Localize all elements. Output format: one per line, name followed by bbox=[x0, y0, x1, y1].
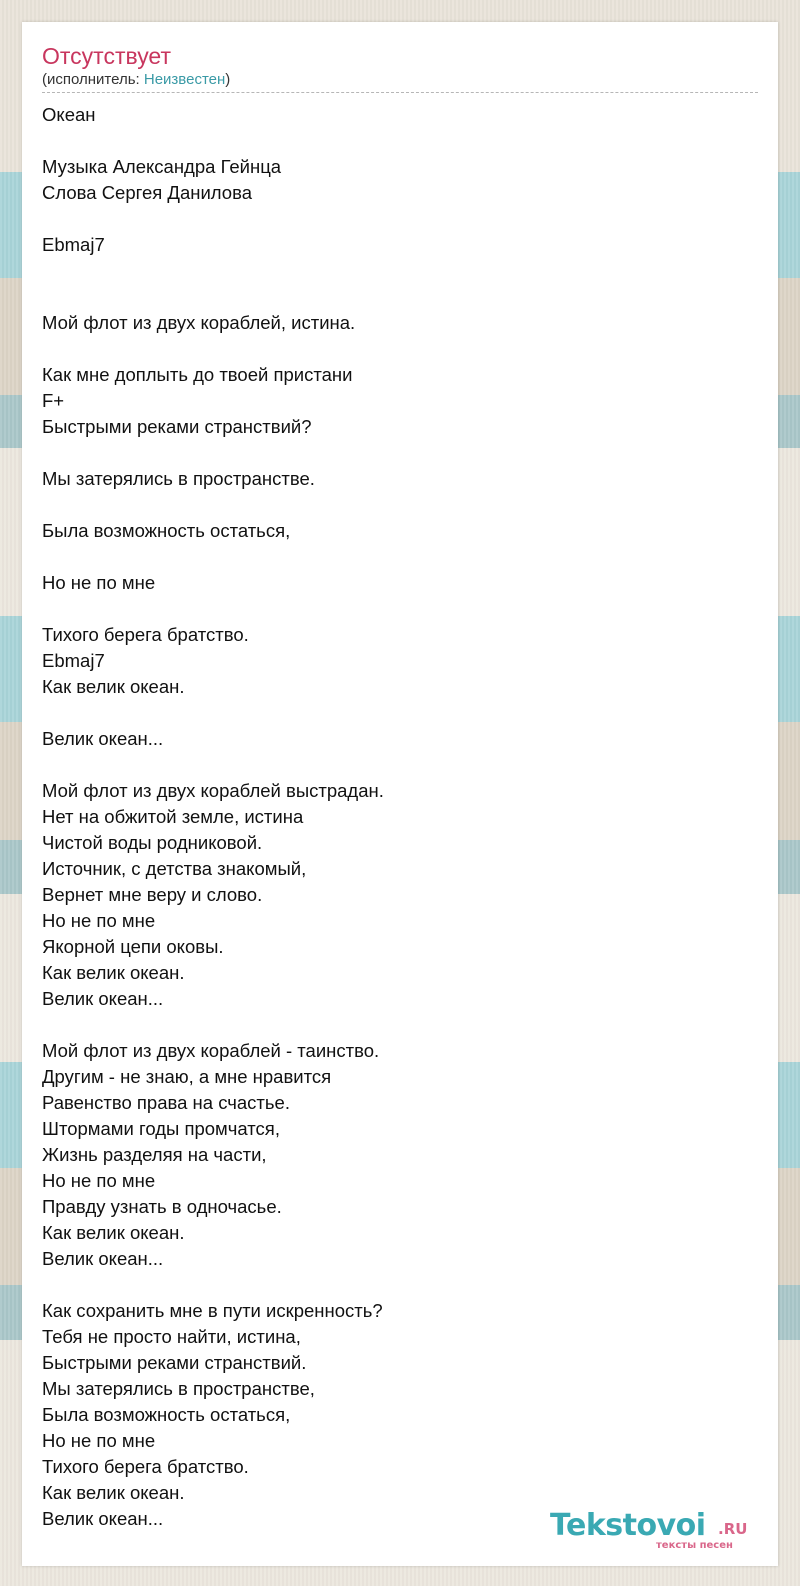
lyrics-card bbox=[22, 22, 778, 1566]
song-title: Отсутствует bbox=[42, 43, 171, 69]
artist-suffix: ) bbox=[225, 71, 231, 88]
artist-line bbox=[42, 70, 758, 90]
logo-name: Tekstovoi bbox=[550, 1508, 706, 1543]
song-header bbox=[42, 42, 758, 93]
site-logo[interactable] bbox=[550, 1510, 760, 1554]
logo-domain: .RU bbox=[718, 1520, 748, 1538]
logo-tagline: тексты песен bbox=[656, 1540, 733, 1551]
artist-link[interactable]: Неизвестен bbox=[143, 71, 226, 88]
lyrics-text: Океан Музыка Александра Гейнца Слова Сергея Данилова Ebmaj7 Мой флот из двух кораблей, истина. Как мне доплыть до твоей пристани F+ Быстрыми реками странствий? Мы затерялись в пространстве. Была возможность остаться, Но не по мне Тихого берега братство. Ebmaj7 Как велик океан. Велик океан... Мой флот из двух кораблей выстрадан. Нет на обжитой земле, истина Чистой воды родниковой. Источник, с детства знакомый, Вернет мне веру и слово. Но не по мне Якорной цепи оковы. Как велик океан. Велик океан... Мой флот из двух кораблей - таинство. Другим - не знаю, а мне нравится Равенство права на счастье. Штормами годы промчатся, Жизнь разделяя на части, Но не по мне Правду узнать в одночасье. Как велик океан. Велик океан... Как сохранить мне в пути искренность? Тебя не просто найти, истина, Быстрыми реками странствий. Мы затерялись в пространстве, Была возможность остаться, Но не по мне Тихого берега братство. Как велик океан. Велик океан... bbox=[42, 104, 384, 1529]
artist-prefix: (исполнитель: bbox=[42, 71, 144, 88]
